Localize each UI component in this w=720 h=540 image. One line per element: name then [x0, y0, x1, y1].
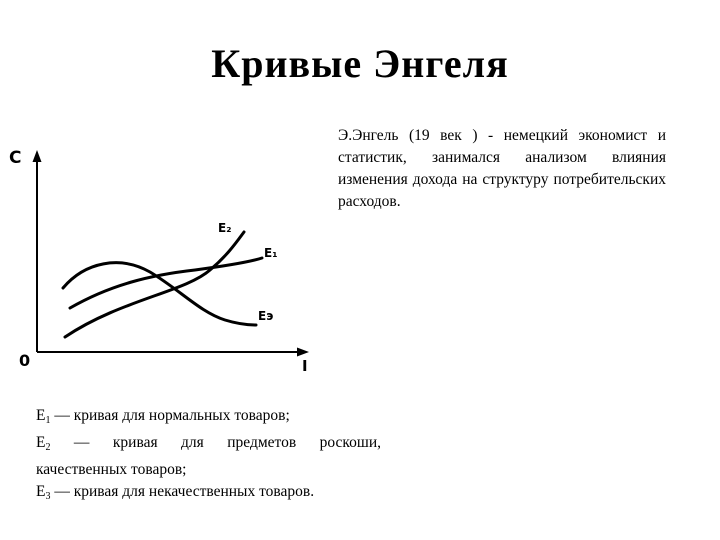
x-axis-label: I [302, 357, 308, 375]
legend-text: — кривая для предметов роскоши, [50, 434, 381, 451]
curve-e3-label: Eэ [258, 309, 274, 323]
legend-item-e1 [36, 405, 381, 432]
intro-paragraph: Э.Энгель (19 век ) - немецкий экономист и статистик, занимался анализом влияния изменения дохода на структуру потребительских расходов. [338, 127, 666, 210]
legend [36, 405, 381, 508]
legend-item-e2-cont [36, 459, 381, 481]
legend-index: 3 [45, 491, 51, 502]
legend-text: — кривая для некачественных товаров. [50, 483, 315, 500]
legend-text: — кривая для нормальных товаров; [50, 407, 290, 424]
legend-letter: E [36, 483, 46, 500]
page-title: Кривые Энгеля [211, 41, 509, 86]
origin-label: 0 [19, 351, 31, 370]
y-axis-label: C [9, 148, 22, 168]
legend-item-e3 [36, 481, 381, 508]
legend-letter: E [36, 407, 46, 424]
curve-e2-label: E₂ [218, 221, 232, 235]
legend-text: качественных товаров; [36, 461, 187, 478]
legend-index: 2 [45, 442, 51, 453]
y-axis-arrow [33, 150, 42, 162]
engel-curves-diagram [0, 140, 330, 375]
legend-item-e2 [36, 432, 381, 459]
x-axis-arrow [297, 348, 309, 357]
curve-e2 [65, 232, 244, 337]
legend-index: 1 [45, 415, 51, 426]
legend-letter: E [36, 434, 46, 451]
curve-e1-label: E₁ [264, 246, 278, 260]
